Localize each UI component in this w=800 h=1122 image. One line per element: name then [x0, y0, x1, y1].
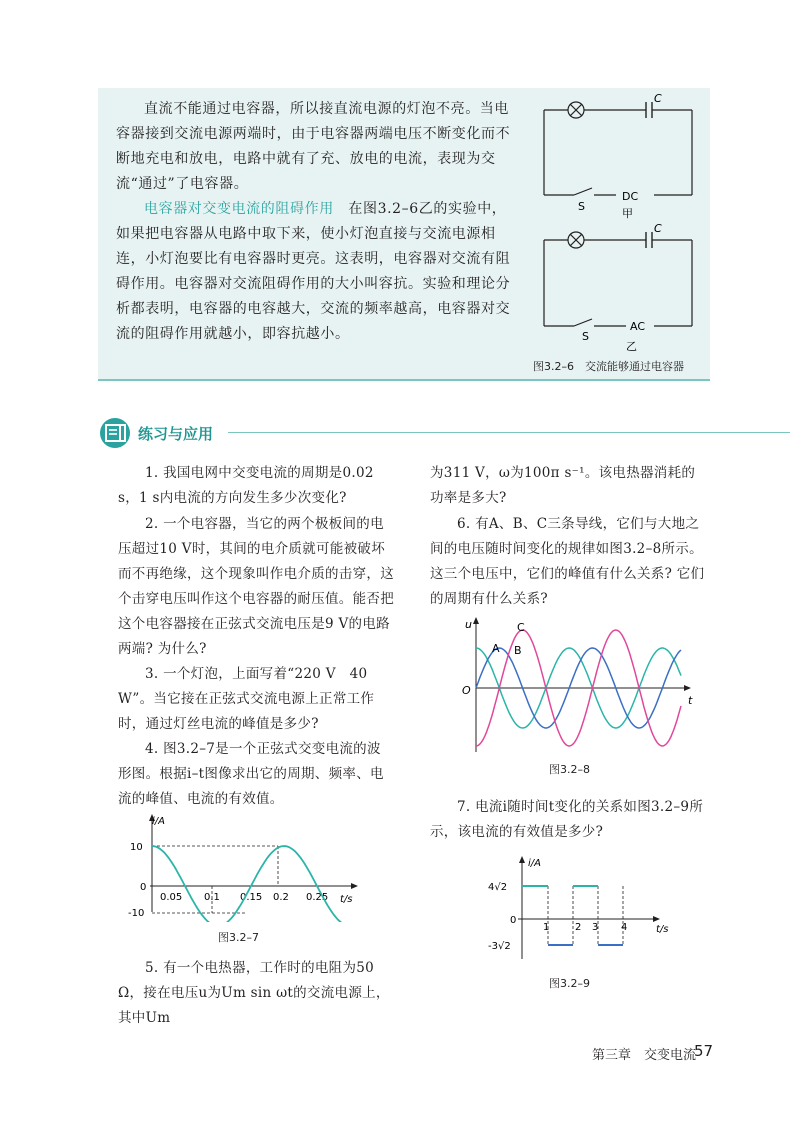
question-3: 3. 一个灯泡，上面写着“220 V 40 W”。当它接在正弦式交流电源上正常工作时，通过灯丝电流的峰值是多少?: [118, 666, 375, 732]
y-axis-label: u: [465, 618, 472, 631]
y-axis-label: i/A: [528, 858, 541, 869]
ac-switch-label: S: [582, 330, 589, 343]
dc-switch-label: S: [578, 200, 585, 213]
y-tick-neg10: -10: [128, 908, 145, 919]
circuit-ac: [544, 222, 692, 353]
x-tick-3: 0.15: [240, 892, 263, 903]
x-tick-3: 3: [592, 922, 599, 933]
paragraph-2-body: 在图3.2–6乙的实验中，如果把电容器从电路中取下来，使小灯泡直接与交流电源相连，小灯泡要比有电容器时更亮。这表明，电容器对交流有阻碍作用。电容器对交流阻碍作用的大小叫容抗。实验和理论分析都表明，电容器的电容越大，交流的频率越高，电容器对交流的阻碍作用就越小，即容抗越小。: [116, 201, 511, 342]
ac-cap-label: C: [654, 222, 662, 235]
y-tick-0: 0: [140, 882, 147, 893]
paragraph-1: 直流不能通过电容器，所以接直流电源的灯泡不亮。当电容器接到交流电源两端时，由于电容器两端电压不断变化而不断地充电和放电，电路中就有了充、放电的电流，表现为交流“通过”了电容器。: [116, 101, 511, 192]
figure-3-2-9: [488, 854, 678, 964]
figure-3-2-6-caption: 图3.2–6 交流能够通过电容器: [533, 360, 684, 373]
y-tick-10: 10: [130, 842, 143, 853]
question-5-continued: 为311 V，ω为100π s⁻¹。该电热器消耗的功率是多大?: [430, 465, 696, 506]
y-axis-label: i/A: [152, 816, 165, 827]
figure-3-2-7: [128, 812, 368, 922]
y-tick-0: 0: [510, 915, 517, 926]
current-series-line: [152, 846, 350, 922]
figure-3-2-9-caption: 图3.2–9: [549, 977, 590, 990]
x-axis-label: t/s: [340, 894, 353, 905]
dc-cap-label: C: [654, 92, 662, 105]
switch-icon: [574, 319, 592, 326]
figure-3-2-8-caption: 图3.2–8: [549, 763, 590, 776]
x-tick-2: 0.1: [204, 892, 220, 903]
exercise-icon: [98, 416, 132, 450]
question-2: 2. 一个电容器，当它的两个极板间的电压超过10 V时，其间的电介质就可能被破坏而不再绝缘，这个现象叫作电介质的击穿，这个击穿电压叫作这个电容器的耐压值。能否把这个电容器接在正弦式交流电压是9 V的电路两端? 为什么?: [118, 516, 394, 657]
origin-label: O: [462, 684, 471, 697]
figure-3-2-6: [530, 90, 710, 380]
question-7: 7. 电流i随时间t变化的关系如图3.2–9所示，该电流的有效值是多少?: [430, 799, 704, 840]
series-c-label: C: [517, 621, 525, 634]
x-tick-1: 1: [543, 922, 550, 933]
question-6: 6. 有A、B、C三条导线，它们与大地之间的电压随时间变化的规律如图3.2–8所示。这三个电压中，它们的峰值有什么关系? 它们的周期有什么关系?: [430, 516, 705, 607]
x-tick-4: 0.2: [273, 892, 289, 903]
dc-sub-label: 甲: [622, 207, 633, 220]
x-tick-2: 2: [575, 922, 582, 933]
y-tick-bottom: -3√2: [488, 941, 511, 952]
circuit-dc: [544, 92, 692, 220]
section-rule: [228, 432, 790, 433]
x-tick-4: 4: [621, 922, 628, 933]
x-tick-5: 0.25: [306, 892, 329, 903]
ac-sub-label: 乙: [626, 340, 637, 353]
y-tick-top: 4√2: [488, 882, 508, 893]
x-axis-label: t/s: [656, 924, 669, 935]
x-axis-label: t: [688, 694, 693, 707]
question-1: 1. 我国电网中交变电流的周期是0.02 s，1 s内电流的方向发生多少次变化?: [118, 465, 374, 506]
paragraph-2-heading: 电容器对交变电流的阻碍作用: [144, 201, 334, 217]
question-5: 5. 有一个电热器，工作时的电阻为50 Ω，接在电压u为Um sin ωt的交流电源上，其中Um: [118, 960, 390, 1026]
figure-3-2-8: [458, 612, 698, 757]
question-4: 4. 图3.2–7是一个正弦式交变电流的波形图。根据i–t图像求出它的周期、频率、电流的峰值、电流的有效值。: [118, 741, 384, 807]
ac-source-label: AC: [630, 320, 646, 333]
figure-3-2-7-caption: 图3.2–7: [218, 931, 259, 944]
paragraph-2: [116, 197, 518, 347]
section-title: 练习与应用: [138, 425, 214, 443]
dc-source-label: DC: [622, 190, 639, 203]
series-a-label: A: [492, 642, 500, 655]
series-b-label: B: [514, 644, 522, 657]
page-number: 57: [694, 1042, 714, 1060]
switch-icon: [574, 188, 592, 195]
x-tick-1: 0.05: [160, 892, 183, 903]
footer-chapter: 第三章 交变电流: [592, 1048, 697, 1063]
